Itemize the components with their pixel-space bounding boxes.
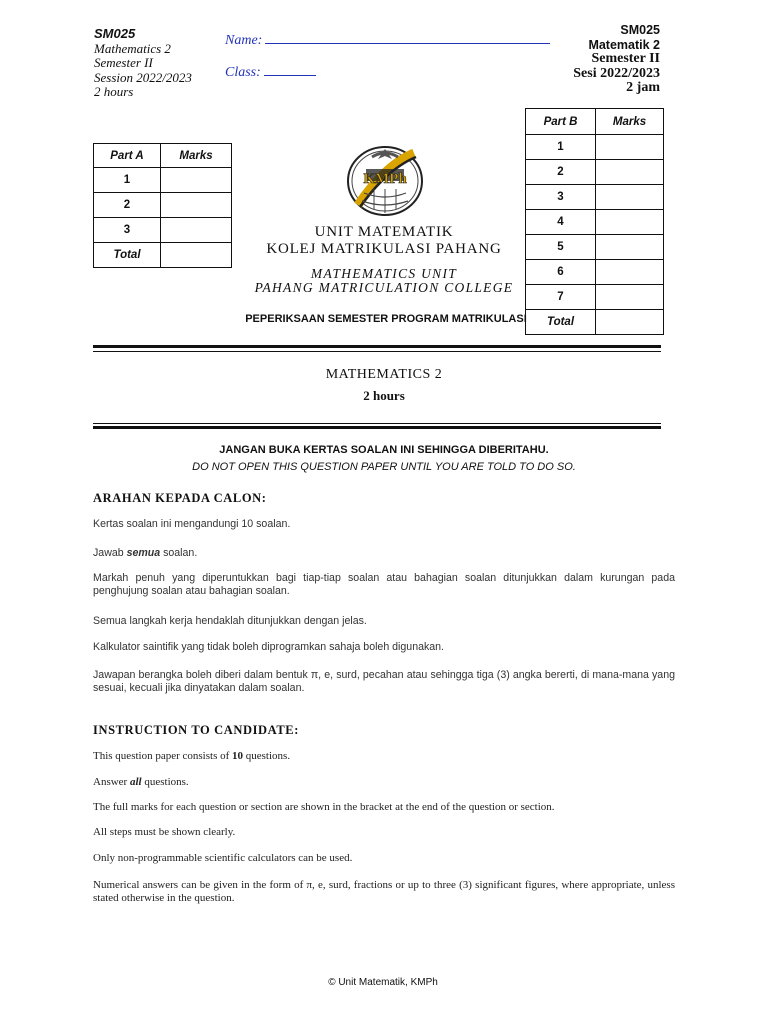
instruction-p6: Numerical answers can be given in the form of π, e, surd, fractions or up to three (3) significant figures, where appropriate, unless stated otherwise in the question. <box>93 879 675 904</box>
part-b-row-label: 4 <box>526 210 596 235</box>
session: Session 2022/2023 <box>94 69 192 85</box>
arahan-title: ARAHAN KEPADA CALON: <box>93 491 267 505</box>
instruction-p2-pre: Answer <box>93 776 130 788</box>
header-left <box>94 27 192 100</box>
arahan-p2-emphasis: semua <box>126 547 161 559</box>
part-a-row-label: 2 <box>94 193 161 218</box>
question-count: 10 <box>232 750 244 762</box>
instruction-p1-pre: This question paper consists of <box>93 750 233 762</box>
arahan-p3: Markah penuh yang diperuntukkan bagi tiap-tiap soalan atau bahagian soalan ditunjukkan dalam kurungan pada penghujung soalan atau bahagian soalan. <box>93 572 675 597</box>
class-field[interactable] <box>225 64 316 81</box>
marks-cell[interactable] <box>161 168 232 193</box>
divider-thick <box>93 345 661 348</box>
part-b-row-label: 1 <box>526 135 596 160</box>
arahan-p1: Kertas soalan ini mengandungi 10 soalan. <box>93 518 291 530</box>
marks-cell[interactable] <box>596 135 664 160</box>
arahan-p2-pre: Jawab <box>93 547 127 559</box>
instruction-p4: All steps must be shown clearly. <box>93 826 236 838</box>
part-a-row-label: 3 <box>94 218 161 243</box>
unit-title-bm: UNIT MATEMATIK <box>314 224 454 240</box>
session-bm: Sesi 2022/2023 <box>573 65 660 81</box>
college-title-bm: KOLEJ MATRIKULASI PAHANG <box>266 241 502 257</box>
header-right <box>573 23 660 96</box>
part-b-row-label: 2 <box>526 160 596 185</box>
arahan-p4: Semua langkah kerja hendaklah ditunjukkan dengan jelas. <box>93 615 367 627</box>
class-label: Class: <box>225 65 261 80</box>
instruction-title: INSTRUCTION TO CANDIDATE: <box>93 723 300 737</box>
semester: Semester II <box>94 55 153 70</box>
instruction-p1-post: questions. <box>243 750 291 762</box>
part-b-row-label: 5 <box>526 235 596 260</box>
part-a-total-label: Total <box>94 243 161 268</box>
marks-header: Marks <box>161 144 232 168</box>
marks-header: Marks <box>596 109 664 135</box>
subject-name: Mathematics 2 <box>94 40 171 56</box>
college-title-en: PAHANG MATRICULATION COLLEGE <box>254 280 514 295</box>
course-code: SM025 <box>94 26 136 41</box>
instruction-p3: The full marks for each question or section are shown in the bracket at the end of the question or section. <box>93 801 555 813</box>
marks-cell[interactable] <box>161 193 232 218</box>
part-b-total-label: Total <box>526 310 596 335</box>
unit-title-en: MATHEMATICS UNIT <box>310 266 458 281</box>
subject-name-bm: Matematik 2 <box>588 37 660 52</box>
divider-thin <box>93 351 661 352</box>
part-b-row-label: 7 <box>526 285 596 310</box>
divider-thin <box>93 423 661 424</box>
semester-bm: Semester II <box>591 51 660 66</box>
logo-text: KMPh <box>363 171 407 187</box>
class-line[interactable] <box>264 64 316 76</box>
part-b-marks-table <box>525 108 664 335</box>
name-field[interactable] <box>225 32 550 49</box>
instruction-p2-emphasis: all <box>129 776 142 788</box>
arahan-p6: Jawapan berangka boleh diberi dalam bentuk π, e, surd, pecahan atau sehingga tiga (3) angka bererti, di mana-mana yang sesuai, kecuali jika dinyatakan dalam soalan. <box>93 669 675 694</box>
name-label: Name: <box>225 33 263 48</box>
warning-en: DO NOT OPEN THIS QUESTION PAPER UNTIL YOU ARE TOLD TO DO SO. <box>192 461 576 473</box>
arahan-p5: Kalkulator saintifik yang tidak boleh diprogramkan sahaja boleh digunakan. <box>93 641 444 653</box>
marks-cell[interactable] <box>596 160 664 185</box>
arahan-p2 <box>93 547 675 560</box>
warning-bm: JANGAN BUKA KERTAS SOALAN INI SEHINGGA DIBERITAHU. <box>219 444 549 456</box>
exam-name: PEPERIKSAAN SEMESTER PROGRAM MATRIKULASI <box>245 313 527 325</box>
divider-thick <box>93 426 661 429</box>
instruction-p2-post: questions. <box>141 776 189 788</box>
footer-copyright: © Unit Matematik, KMPh <box>328 977 438 988</box>
part-b-row-label: 3 <box>526 185 596 210</box>
kmph-logo-icon <box>344 143 426 217</box>
part-a-row-label: 1 <box>94 168 161 193</box>
marks-cell[interactable] <box>596 185 664 210</box>
paper-duration: 2 hours <box>363 388 405 403</box>
part-b-header: Part B <box>526 109 596 135</box>
duration-bm: 2 jam <box>626 80 660 95</box>
arahan-p2-post: soalan. <box>160 547 198 559</box>
instruction-p5: Only non-programmable scientific calculators can be used. <box>93 852 353 864</box>
name-line[interactable] <box>265 32 550 44</box>
part-a-header: Part A <box>94 144 161 168</box>
part-b-row-label: 6 <box>526 260 596 285</box>
paper-title: MATHEMATICS 2 <box>325 367 443 382</box>
course-code-bm: SM025 <box>620 23 660 37</box>
instruction-p1 <box>93 750 675 763</box>
instruction-p2 <box>93 776 675 789</box>
duration: 2 hours <box>94 84 134 99</box>
